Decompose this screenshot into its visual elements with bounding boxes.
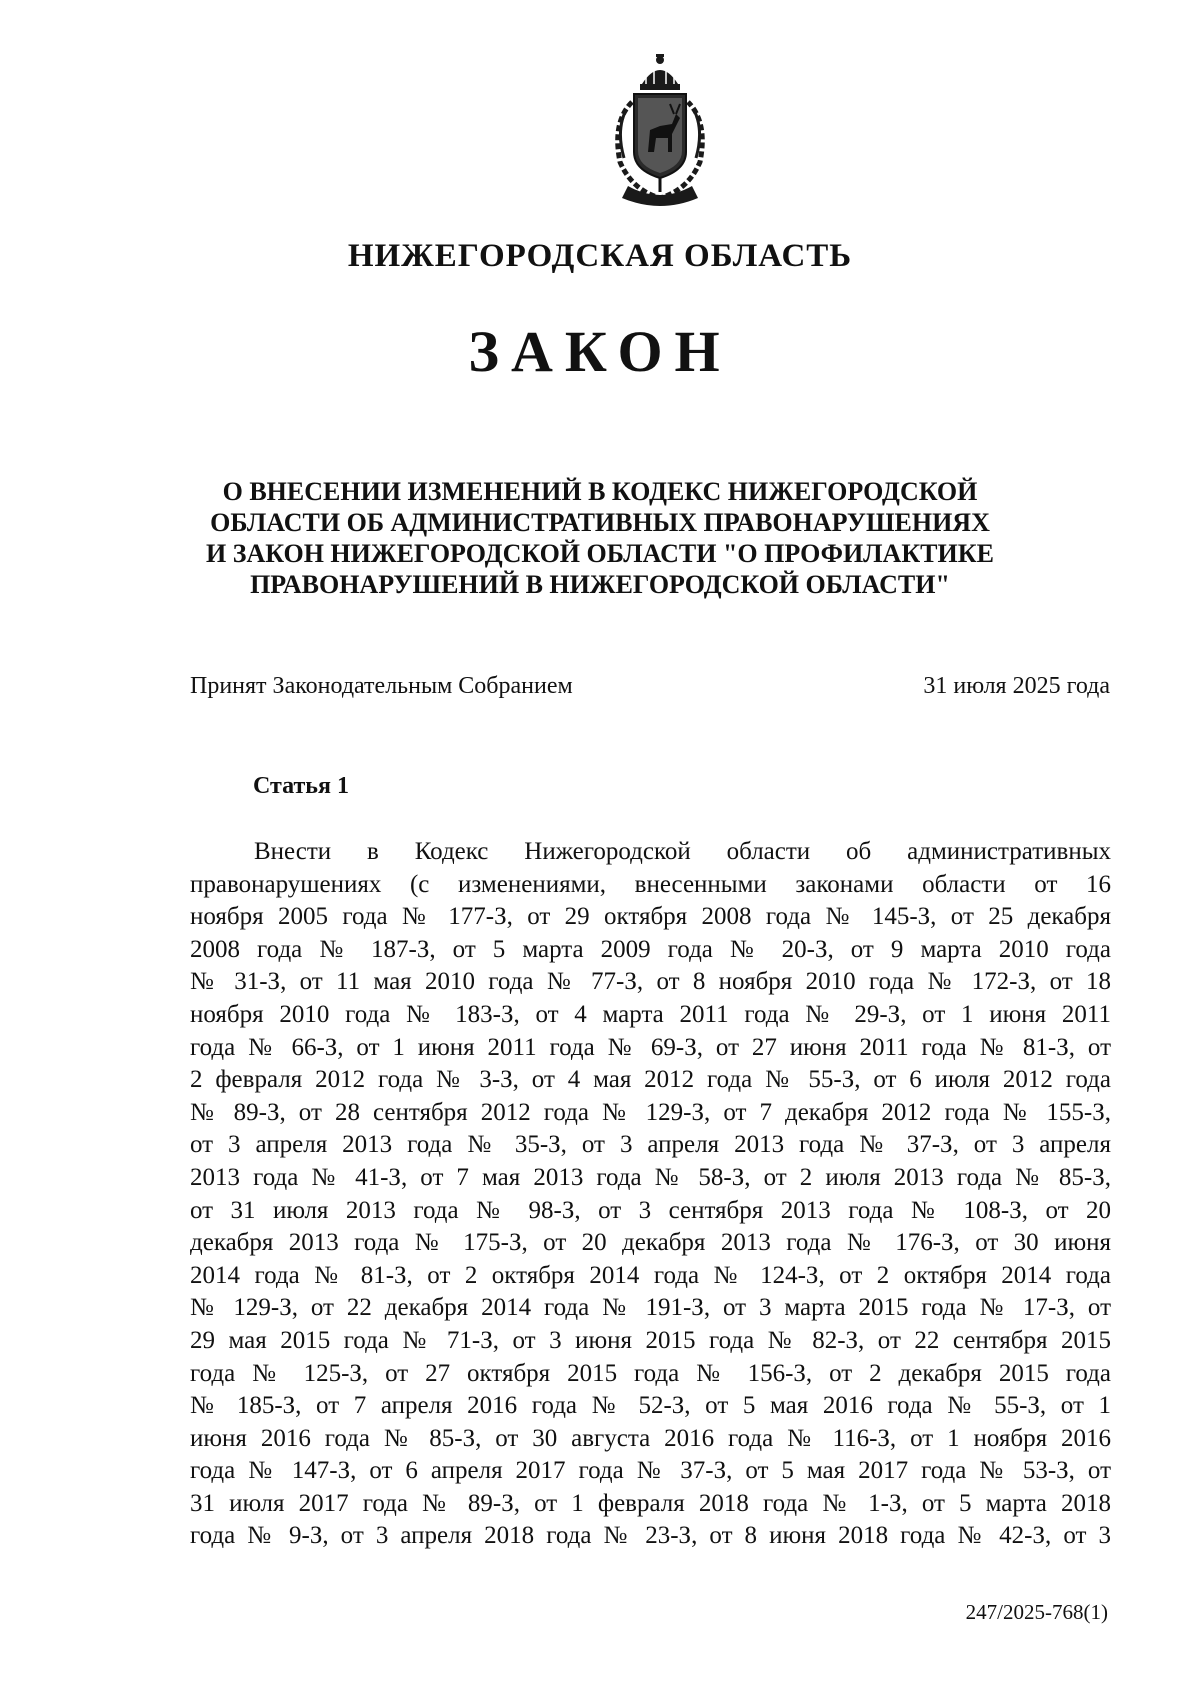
article-body-line: декабря 2013 года № 175-З, от 20 декабря 2013 года № 176-З, от 30 июня xyxy=(190,1229,1111,1257)
law-title-line: И ЗАКОН НИЖЕГОРОДСКОЙ ОБЛАСТИ "О ПРОФИЛАКТИКЕ xyxy=(206,539,994,568)
law-title-line: О ВНЕСЕНИИ ИЗМЕНЕНИЙ В КОДЕКС НИЖЕГОРОДСКОЙ xyxy=(222,477,978,506)
document-type: ЗАКОН xyxy=(468,319,732,384)
region-name: НИЖЕГОРОДСКАЯ ОБЛАСТЬ xyxy=(347,238,853,274)
article-heading: Статья 1 xyxy=(253,773,349,799)
law-title-line: ПРАВОНАРУШЕНИЙ В НИЖЕГОРОДСКОЙ ОБЛАСТИ" xyxy=(250,570,950,599)
article-body-line: 29 мая 2015 года № 71-З, от 3 июня 2015 года № 82-З, от 22 сентября 2015 xyxy=(190,1326,1111,1354)
law-title-line: ОБЛАСТИ ОБ АДМИНИСТРАТИВНЫХ ПРАВОНАРУШЕНИЯХ xyxy=(210,508,990,537)
document-code: 247/2025-768(1) xyxy=(965,1600,1108,1624)
article-body-line: 31 июля 2017 года № 89-З, от 1 февраля 2018 года № 1-З, от 5 марта 2018 xyxy=(190,1489,1111,1517)
article-body-line: 2013 года № 41-З, от 7 мая 2013 года № 58-З, от 2 июля 2013 года № 85-З, xyxy=(190,1163,1111,1191)
article-body-line: ноября 2005 года № 177-З, от 29 октября 2008 года № 145-З, от 25 декабря xyxy=(190,903,1111,931)
article-body-line: 2 февраля 2012 года № 3-З, от 4 мая 2012 года № 55-З, от 6 июля 2012 года xyxy=(190,1066,1111,1094)
article-body-line: № 89-З, от 28 сентября 2012 года № 129-З, от 7 декабря 2012 года № 155-З, xyxy=(190,1098,1111,1126)
article-body-line: ноября 2010 года № 183-З, от 4 марта 2011 года № 29-З, от 1 июня 2011 xyxy=(190,1000,1111,1028)
article-body-line: 2008 года № 187-З, от 5 марта 2009 года № 20-З, от 9 марта 2010 года xyxy=(190,935,1111,963)
law-title xyxy=(120,476,1080,600)
article-body-line: № 129-З, от 22 декабря 2014 года № 191-З, от 3 марта 2015 года № 17-З, от xyxy=(190,1294,1111,1322)
adoption-date: 31 июля 2025 года xyxy=(923,673,1110,699)
article-body xyxy=(190,836,1111,1553)
article-body-line: от 3 апреля 2013 года № 35-З, от 3 апреля 2013 года № 37-З, от 3 апреля xyxy=(190,1131,1111,1159)
article-body-line: 2014 года № 81-З, от 2 октября 2014 года № 124-З, от 2 октября 2014 года xyxy=(190,1261,1111,1289)
article-body-line: № 185-З, от 7 апреля 2016 года № 52-З, от 5 мая 2016 года № 55-З, от 1 xyxy=(190,1392,1111,1420)
adopted-by: Принят Законодательным Собранием xyxy=(190,673,573,699)
article-body-line: июня 2016 года № 85-З, от 30 августа 2016 года № 116-З, от 1 ноября 2016 xyxy=(190,1424,1111,1452)
article-body-line: Внести в Кодекс Нижегородской области об административных xyxy=(254,838,1111,865)
article-body-line: от 31 июля 2013 года № 98-З, от 3 сентября 2013 года № 108-З, от 20 xyxy=(190,1196,1111,1224)
article-body-line: года № 9-З, от 3 апреля 2018 года № 23-З, от 8 июня 2018 года № 42-З, от 3 xyxy=(190,1522,1111,1550)
adoption-line xyxy=(190,673,1110,700)
article-body-line: года № 147-З, от 6 апреля 2017 года № 37-З, от 5 мая 2017 года № 53-З, от xyxy=(190,1457,1111,1485)
article-body-line: года № 125-З, от 27 октября 2015 года № 156-З, от 2 декабря 2015 года xyxy=(190,1359,1111,1387)
article-body-line: правонарушениях (с изменениями, внесенными законами области от 16 xyxy=(190,870,1111,898)
coat-of-arms-icon xyxy=(590,52,730,212)
article-body-line: года № 66-З, от 1 июня 2011 года № 69-З, от 27 июня 2011 года № 81-З, от xyxy=(190,1033,1111,1061)
article-body-line: № 31-З, от 11 мая 2010 года № 77-З, от 8 ноября 2010 года № 172-З, от 18 xyxy=(190,968,1111,996)
